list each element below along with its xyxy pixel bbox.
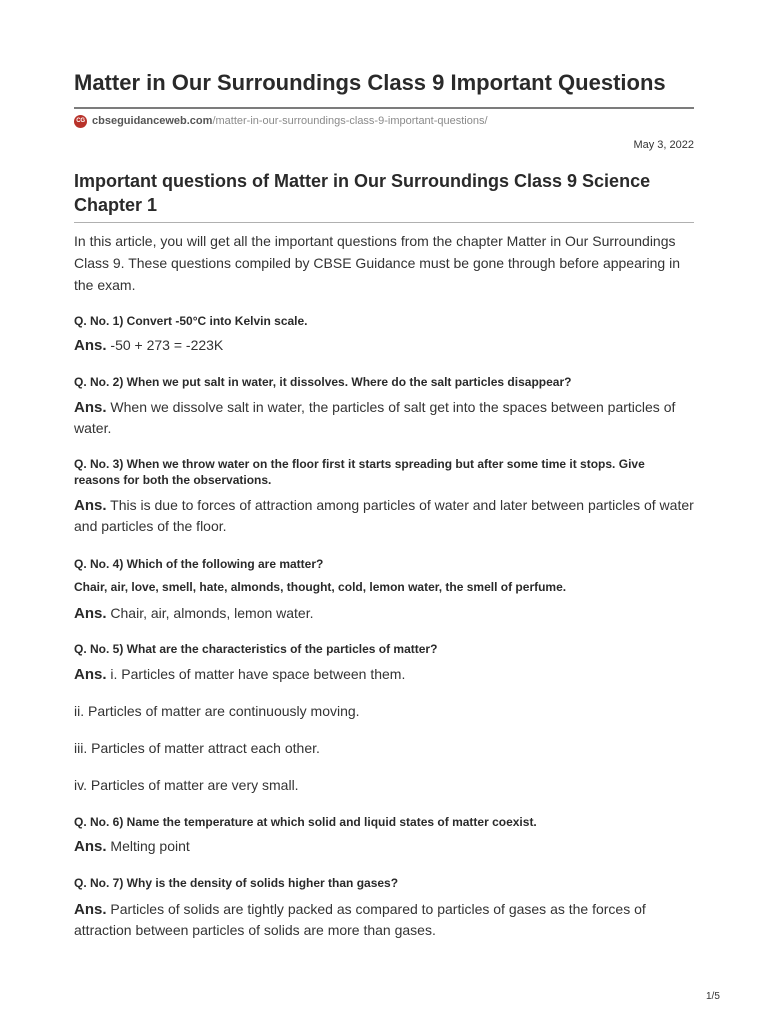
site-logo-icon: CG: [74, 115, 87, 128]
question-4-list: Chair, air, love, smell, hate, almonds, thought, cold, lemon water, the smell of perfume.: [74, 580, 567, 594]
answer-5-item-2: ii. Particles of matter are continuously moving.: [74, 703, 360, 719]
answer-label: Ans.: [74, 399, 107, 416]
question-5: Q. No. 5) What are the characteristics of the particles of matter?: [74, 642, 438, 656]
answer-1: [74, 335, 694, 356]
answer-2: [74, 397, 694, 439]
answer-7: [74, 899, 694, 941]
answer-1-text: -50 + 273 = -223K: [110, 337, 224, 353]
answer-6-text: Melting point: [110, 838, 190, 854]
answer-4-text: Chair, air, almonds, lemon water.: [110, 605, 314, 621]
answer-3: [74, 495, 694, 537]
answer-label: Ans.: [74, 497, 107, 514]
answer-5-item-1: [74, 664, 694, 685]
answer-label: Ans.: [74, 838, 107, 855]
answer-5-item-3: iii. Particles of matter attract each other.: [74, 740, 320, 756]
answer-4: [74, 603, 694, 624]
source-link[interactable]: [74, 114, 488, 128]
answer-label: Ans.: [74, 605, 107, 622]
answer-label: Ans.: [74, 666, 107, 683]
publish-date: May 3, 2022: [633, 139, 694, 151]
answer-3-text: This is due to forces of attraction among particles of water and later between particles of water and particles of the floor.: [74, 497, 694, 534]
answer-5-item-4: iv. Particles of matter are very small.: [74, 777, 299, 793]
question-6: Q. No. 6) Name the temperature at which solid and liquid states of matter coexist.: [74, 815, 537, 829]
question-2: Q. No. 2) When we put salt in water, it dissolves. Where do the salt particles disappear?: [74, 375, 572, 389]
answer-label: Ans.: [74, 901, 107, 918]
question-4: Q. No. 4) Which of the following are matter?: [74, 557, 324, 571]
page-number: 1/5: [706, 991, 720, 1002]
page-title: Matter in Our Surroundings Class 9 Important Questions: [74, 70, 666, 95]
question-3: Q. No. 3) When we throw water on the floor first it starts spreading but after some time it stops. Give reasons for both the observations.: [74, 457, 645, 487]
source-path[interactable]: /matter-in-our-surroundings-class-9-important-questions/: [212, 115, 488, 127]
section-heading: Important questions of Matter in Our Surroundings Class 9 Science Chapter 1: [74, 171, 651, 215]
question-1: Q. No. 1) Convert -50°C into Kelvin scale.: [74, 314, 308, 328]
question-7: Q. No. 7) Why is the density of solids higher than gases?: [74, 876, 399, 890]
answer-label: Ans.: [74, 337, 107, 354]
answer-2-text: When we dissolve salt in water, the particles of salt get into the spaces between particles of water.: [74, 399, 676, 436]
answer-7-text: Particles of solids are tightly packed as compared to particles of gases as the forces of attraction between particles of solids are more than gases.: [74, 901, 646, 938]
section-divider: [74, 222, 694, 223]
intro-paragraph: In this article, you will get all the important questions from the chapter Matter in Our Surroundings Class 9. These questions compiled by CBSE Guidance must be gone through before appearing in the exam.: [74, 233, 680, 293]
answer-5-text-1: i. Particles of matter have space between them.: [110, 666, 406, 682]
answer-6: [74, 836, 694, 857]
source-domain[interactable]: cbseguidanceweb.com: [92, 115, 213, 127]
title-divider: [74, 107, 694, 109]
